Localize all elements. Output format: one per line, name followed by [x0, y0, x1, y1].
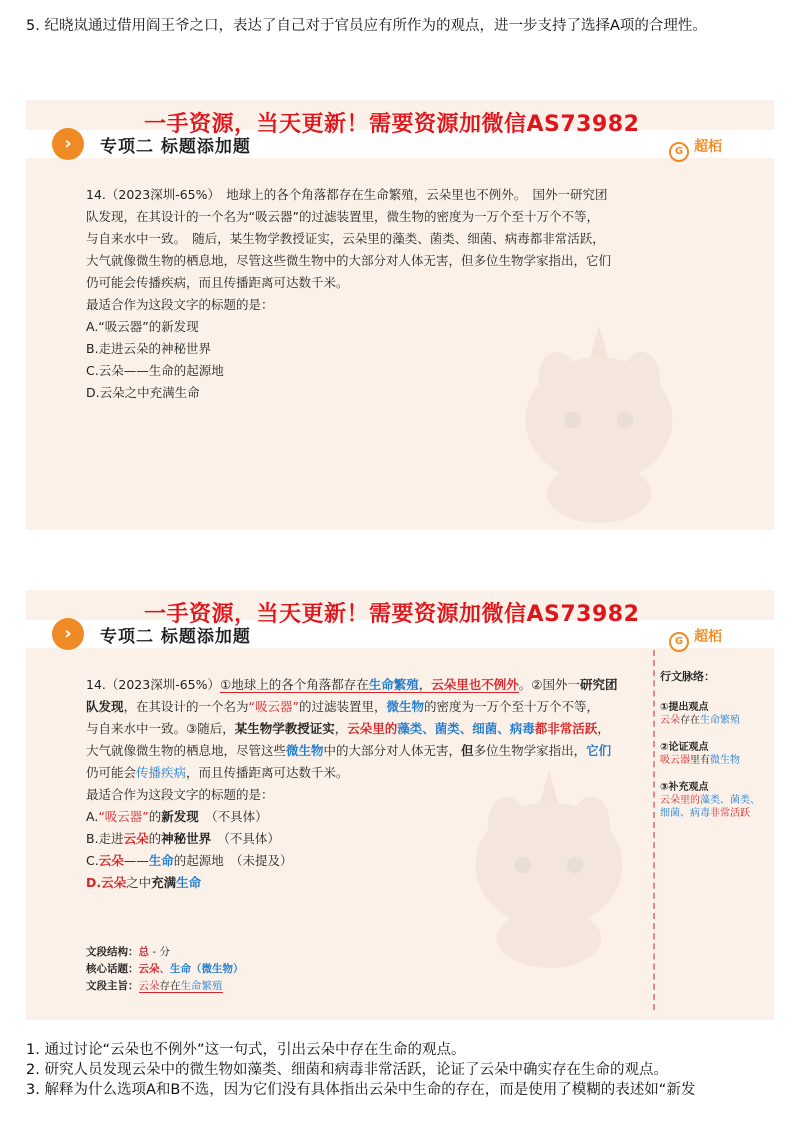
keyword-red: “吸云器”	[98, 809, 149, 824]
question-line	[86, 718, 666, 740]
keyword-bold: 充满	[151, 875, 177, 890]
structure-item-body	[660, 794, 770, 820]
text-segment: 大气就像微生物的栖息地，尽管这些	[86, 743, 287, 758]
summary-label: 文段主旨：	[86, 980, 139, 992]
text-segment: 存在	[680, 715, 700, 726]
section-title: 专项二 标题添加题	[100, 137, 251, 157]
watermark-text: 一手资源，当天更新！需要资源加微信AS73982	[144, 112, 640, 137]
option-d: D.云朵之中充满生命	[86, 385, 200, 400]
brand-logo-text: 超栢	[694, 629, 722, 645]
keyword-red: 云朵	[101, 875, 127, 890]
text-segment: 之中	[126, 875, 152, 890]
watermark-text: 一手资源，当天更新！需要资源加微信AS73982	[144, 602, 640, 627]
keyword-blue: 微生物	[710, 755, 740, 766]
keyword-blue: 生命	[148, 853, 174, 868]
keyword-red: 云朵	[660, 715, 680, 726]
option-note: （不具体）	[223, 831, 280, 846]
option-note: （未提及）	[236, 853, 293, 868]
keyword-red: 云朵	[138, 980, 160, 992]
keyword-blue: 它们	[586, 743, 612, 758]
slide-question	[26, 100, 774, 530]
option-c	[86, 850, 666, 872]
text-segment: 里有	[690, 755, 710, 766]
keyword-blue: 微生物	[386, 699, 425, 714]
keyword-blue: 微生物	[286, 743, 324, 758]
brand-logo-text: 超栢	[694, 139, 722, 155]
text-segment: 多位生物学家指出，	[473, 743, 587, 758]
question-line: 与自来水中一致。 随后，某生物学教授证实，云朵里的藻类、菌类、细菌、病毒都非常活跃，	[86, 231, 605, 246]
keyword-red: 总	[138, 946, 149, 958]
option-b: B.走进云朵的神秘世界	[86, 341, 212, 356]
keyword-red: 云朵里的	[660, 795, 700, 806]
keyword-blue: 生命繁殖	[180, 980, 223, 992]
keyword-bold: 研究团	[579, 677, 618, 692]
summary-topic	[86, 961, 244, 978]
text-segment: ，	[334, 721, 348, 736]
keyword-blue: 细菌、病毒	[660, 808, 710, 819]
question-line	[86, 762, 666, 784]
structure-item-title: ①提出观点	[660, 702, 709, 713]
keyword-red: 吸云器	[660, 755, 690, 766]
text-segment: ，	[418, 677, 432, 692]
text-segment: 的	[148, 831, 162, 846]
keyword-blue: 藻类、菌类、细菌、病毒	[397, 721, 535, 736]
option-c: C.云朵——生命的起源地	[86, 363, 224, 378]
structure-item	[660, 741, 770, 767]
structure-item-body	[660, 754, 770, 767]
intro-paragraph: 5. 纪晓岚通过借用阎王爷之口，表达了自己对于官员应有所作为的观点，进一步支持了选择A项的合理性。	[26, 18, 707, 34]
text-segment: ①地球上的各个角落都存在	[220, 677, 369, 692]
keyword-blue: 生命	[176, 875, 202, 890]
keyword-red: 云朵	[98, 853, 124, 868]
text-segment: 、	[159, 963, 170, 975]
option-note: （不具体）	[211, 809, 268, 824]
keyword-blue: 传播疾病	[136, 765, 187, 780]
brand-logo-icon: G	[669, 632, 689, 652]
text-segment: 的	[148, 809, 162, 824]
keyword-bold: 新发现	[161, 809, 199, 824]
keyword-red: 云朵里也不例外	[431, 677, 519, 692]
brand-logo-icon: G	[669, 142, 689, 162]
structure-item-title: ③补充观点	[660, 782, 709, 793]
text-segment: 的起源地	[173, 853, 224, 868]
option-letter: C.	[86, 853, 99, 868]
option-d	[86, 872, 666, 894]
brand-logo	[669, 136, 722, 162]
question-line: 队发现，在其设计的一个名为“吸云器”的过滤装置里，微生物的密度为一万个至十万个不等，	[86, 209, 599, 224]
keyword-blue: 藻类、菌类、	[700, 795, 760, 806]
text-segment: 与自来水中一致。③随后，	[86, 721, 235, 736]
explanation-list	[26, 1040, 786, 1100]
option-letter: D.	[86, 875, 102, 890]
keyword-red: “吸云器”	[248, 699, 299, 714]
question-line	[86, 696, 666, 718]
question-prompt: 最适合作为这段文字的标题的是：	[86, 787, 274, 802]
keyword-blue: 生命（微生物）	[170, 963, 244, 975]
question-line: 14.（2023深圳-65%） 地球上的各个角落都存在生命繁殖，云朵里也不例外。 国外一研究团	[86, 187, 608, 202]
text-segment: B.走进	[86, 831, 124, 846]
keyword-red: 云朵	[123, 831, 149, 846]
text-segment: 存在	[159, 980, 181, 992]
section-title: 专项二 标题添加题	[100, 627, 251, 647]
question-prompt: 最适合作为这段文字的标题的是：	[86, 297, 274, 312]
keyword-red: 云朵里的	[347, 721, 398, 736]
summary-main-idea	[86, 978, 244, 995]
keyword-red: 都非常活跃	[534, 721, 598, 736]
brand-logo	[669, 626, 722, 652]
summary-structure	[86, 944, 244, 961]
explanation-item: 3. 解释为什么选项A和B不选，因为它们没有具体指出云朵中生命的存在，而是使用了模糊的表述如“新发	[26, 1082, 696, 1098]
side-divider	[653, 650, 655, 1010]
question-line: 仍可能会传播疾病，而且传播距离可达数千米。	[86, 275, 349, 290]
text-segment: 的密度为一万个至十万个不等，	[424, 699, 600, 714]
option-a	[86, 806, 666, 828]
option-b	[86, 828, 666, 850]
keyword-blue: 生命繁殖	[368, 677, 419, 692]
passage-summary	[86, 944, 244, 995]
keyword-bold: 但	[461, 743, 474, 758]
slide-answer	[26, 590, 774, 1020]
structure-heading: 行文脉络：	[660, 670, 715, 683]
structure-item-body	[660, 714, 770, 727]
text-segment: 的过滤装置里，	[298, 699, 387, 714]
chevron-right-icon: ›	[52, 618, 84, 650]
question-source: 14.（2023深圳-65%）	[86, 677, 220, 692]
option-letter: A.	[86, 809, 99, 824]
text-segment: 仍可能会	[86, 765, 137, 780]
question-block	[86, 184, 656, 404]
keyword-red: 非常活跃	[710, 808, 750, 819]
keyword-bold: 神秘世界	[161, 831, 212, 846]
annotated-question-block	[86, 674, 666, 894]
structure-item	[660, 701, 770, 727]
summary-label: 核心话题：	[86, 963, 139, 975]
explanation-item: 1. 通过讨论“云朵也不例外”这一句式，引出云朵中存在生命的观点。	[26, 1042, 466, 1058]
keyword-bold: 某生物学教授证实	[234, 721, 335, 736]
keyword-blue: 生命繁殖	[700, 715, 740, 726]
structure-notes	[660, 670, 770, 834]
text-segment: - 分	[149, 946, 170, 958]
text-segment: ——	[123, 853, 149, 868]
text-segment: 。②国外一	[518, 677, 580, 692]
question-line	[86, 740, 666, 762]
text-segment: ，而且传播距离可达数千米。	[186, 765, 349, 780]
summary-label: 文段结构：	[86, 946, 139, 958]
structure-item	[660, 781, 770, 820]
question-line: 大气就像微生物的栖息地，尽管这些微生物中的大部分对人体无害，但多位生物学家指出，它们	[86, 253, 612, 268]
question-line	[86, 674, 666, 696]
text-segment: ，在其设计的一个名为	[123, 699, 249, 714]
option-a: A.“吸云器”的新发现	[86, 319, 199, 334]
keyword-bold: 队发现	[86, 699, 124, 714]
text-segment: 中的大部分对人体无害，	[323, 743, 462, 758]
structure-item-title: ②论证观点	[660, 742, 709, 753]
explanation-item: 2. 研究人员发现云朵中的微生物如藻类、细菌和病毒非常活跃，论证了云朵中确实存在生命的观点。	[26, 1062, 668, 1078]
text-segment: ，	[597, 721, 610, 736]
chevron-right-icon: ›	[52, 128, 84, 160]
keyword-red: 云朵	[138, 963, 160, 975]
